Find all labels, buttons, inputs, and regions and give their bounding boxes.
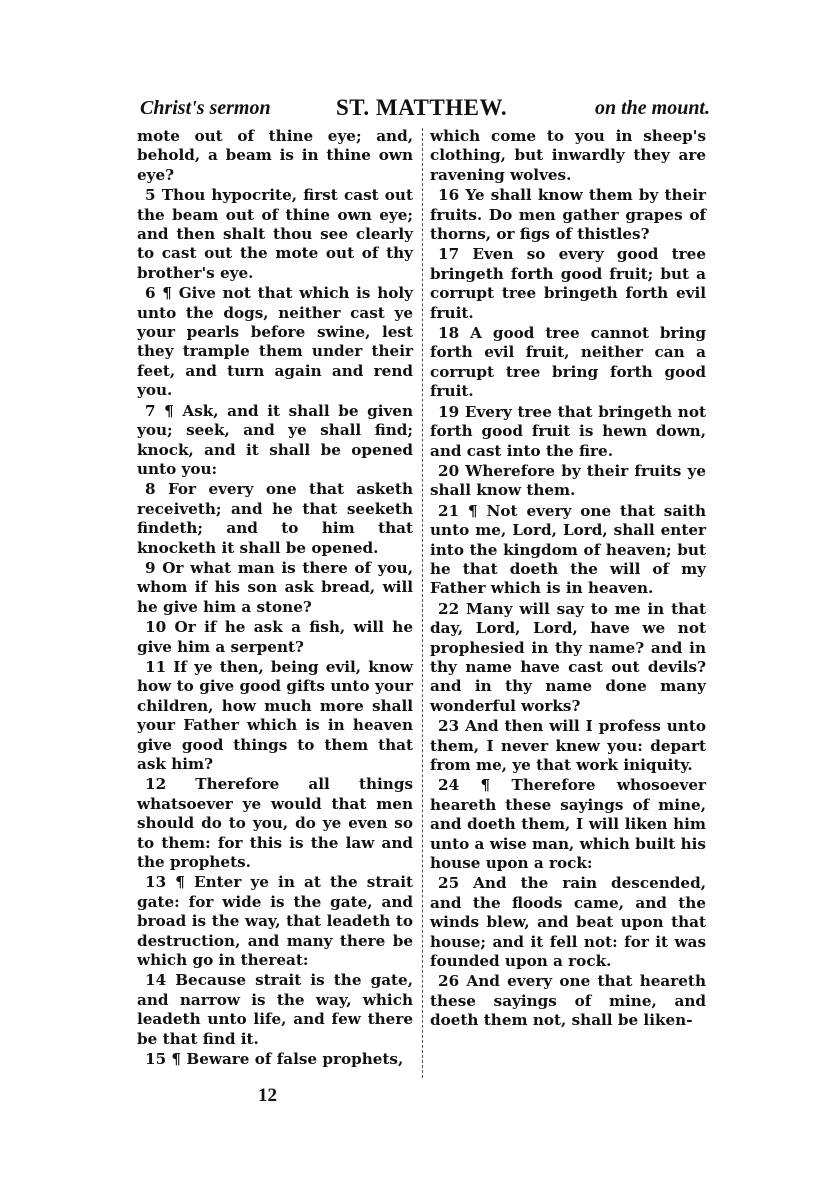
verse: 18 A good tree cannot bring forth evil fruit, neither can a corrupt tree bring forth good fruit. [430,324,706,401]
verse: 17 Even so every good tree bringeth forth good fruit; but a corrupt tree bringeth forth evil fruit. [430,245,706,322]
verse: 26 And every one that heareth these sayings of mine, and doeth them not, shall be liken- [430,972,706,1030]
page-number: 12 [258,1085,277,1106]
verse: 10 Or if he ask a fish, will he give him a serpent? [137,618,413,656]
verse: 13 ¶ Enter ye in at the strait gate: for wide is the gate, and broad is the way, that leadeth to destruction, and many there be which go in thereat: [137,873,413,970]
verse: mote out of thine eye; and, behold, a beam is in thine own eye? [137,127,413,184]
verse: 11 If ye then, being evil, know how to give good gifts unto your children, how much more shall your Father which is in heaven give good things to them that ask him? [137,657,413,773]
verse: 21 ¶ Not every one that saith unto me, Lord, Lord, shall enter into the kingdom of heaven; but he that doeth the will of my Father which is in heaven. [430,501,706,598]
running-header [140,95,710,123]
verse: 16 Ye shall know them by their fruits. Do men gather grapes of thorns, or figs of thistles? [430,186,706,244]
verse: 15 ¶ Beware of false prophets, [145,1050,404,1069]
verse: 6 ¶ Give not that which is holy unto the dogs, neither cast ye your pearls before swine, lest they trample them under their feet, and turn again and rend you. [137,284,413,400]
left-text-column [137,127,413,1070]
right-text-column [430,127,706,1031]
verse: 20 Wherefore by their fruits ye shall know them. [430,461,706,500]
header-right-title: on the mount. [594,97,710,119]
header-book-title: ST. MATTHEW. [336,95,508,120]
verse: 25 And the rain descended, and the floods came, and the winds blew, and beat upon that house; and it fell not: for it was founded upon a rock. [430,874,706,971]
header-left-title: Christ's sermon [140,97,271,119]
verse: 24 ¶ Therefore whosoever heareth these sayings of mine, and doeth them, I will liken him unto a wise man, which built his house upon a rock: [430,776,706,873]
verse: 5 Thou hypocrite, first cast out the beam out of thine own eye; and then shalt thou see clearly to cast out the mote out of thy brother's eye. [137,186,413,282]
verse: 7 ¶ Ask, and it shall be given you; seek, and ye shall find; knock, and it shall be opened unto you: [137,401,413,478]
verse: 8 For every one that asketh receiveth; and he that seeketh findeth; and to him that knocketh it shall be opened. [137,480,413,557]
verse: 22 Many will say to me in that day, Lord, Lord, have we not prophesied in thy name? and in thy name have cast out devils? and in thy name done many wonderful works? [430,599,706,715]
column-divider [422,128,423,1078]
verse: 23 And then will I profess unto them, I never knew you: depart from me, ye that work iniquity. [430,717,706,774]
verse: which come to you in sheep's clothing, but inwardly they are ravening wolves. [430,127,706,184]
verse: 9 Or what man is there of you, whom if his son ask bread, will he give him a stone? [137,558,413,616]
verse: 14 Because strait is the gate, and narrow is the way, which leadeth unto life, and few there be that find it. [137,971,413,1048]
verse: 19 Every tree that bringeth not forth good fruit is hewn down, and cast into the fire. [430,402,706,460]
verse: 12 Therefore all things whatsoever ye would that men should do to you, do ye even so to them: for this is the law and the prophets. [137,775,413,872]
